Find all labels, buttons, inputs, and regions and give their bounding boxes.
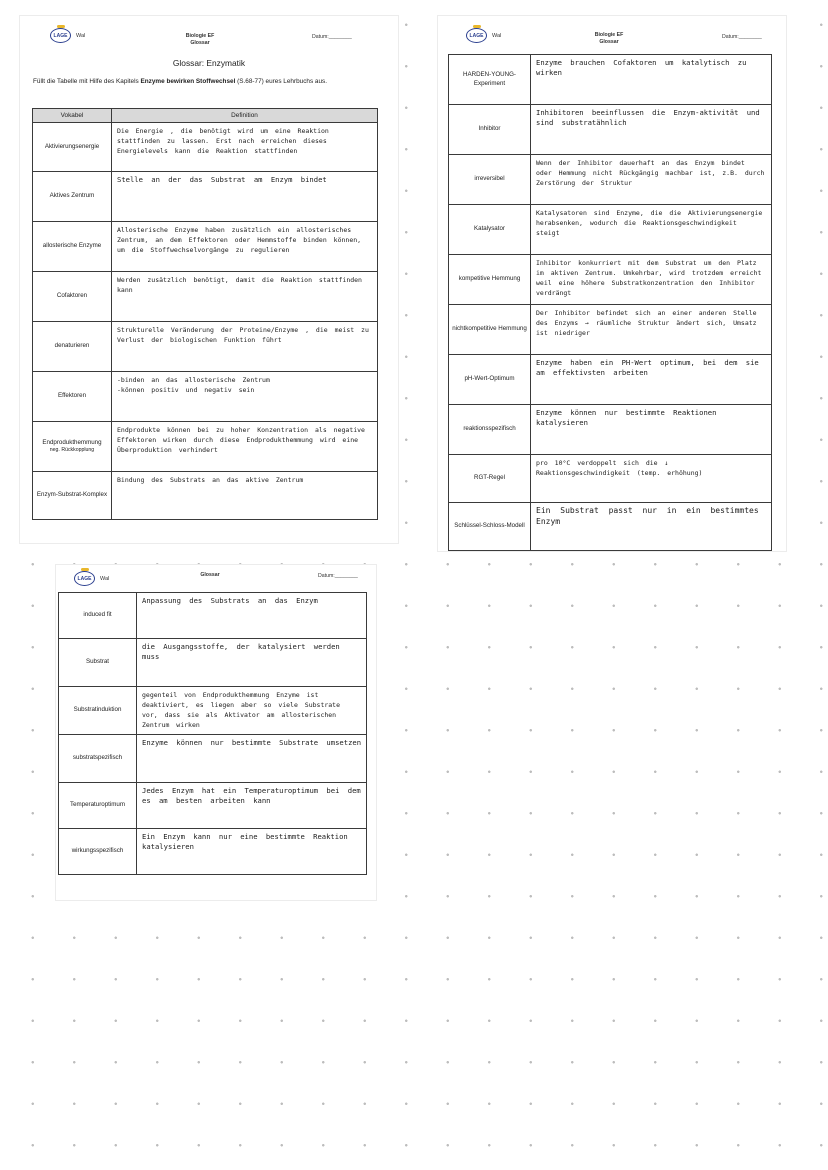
definition-text: die Ausgangsstoffe, der katalysiert werden muss bbox=[142, 642, 349, 662]
table-row bbox=[449, 405, 772, 455]
worksheet-page-1 bbox=[20, 16, 398, 543]
definition-text: Ein Enzym kann nur eine bestimmte Reaktion katalysieren bbox=[142, 832, 357, 852]
definition-text: Katalysatoren sind Enzyme, die die Aktivierungsenergie herabsenken, wodurch die Reaktionsgeschwindigkeit steigt bbox=[536, 209, 770, 238]
term-cell: wirkungsspezifisch bbox=[59, 829, 137, 875]
term-cell: nichtkompetitive Hemmung bbox=[449, 305, 531, 355]
intro-text bbox=[33, 77, 363, 86]
definition-text: Werden zusätzlich benötigt, damit die Reaktion stattfinden kann bbox=[117, 276, 369, 295]
definition-text: Inhibitoren beeinflussen die Enzym-aktivität und sind substratähnlich bbox=[536, 108, 769, 128]
col-header-term: Vokabel bbox=[33, 109, 112, 123]
school-abbr: Wal bbox=[76, 32, 86, 39]
table-row bbox=[33, 272, 378, 322]
definition-text: gegenteil von Endprodukthemmung Enzyme ist deaktiviert, es liegen aber so viele Substrate vor, dass sie als Aktivator am allosterischen Zentrum wirken bbox=[142, 691, 347, 730]
table-row bbox=[449, 105, 772, 155]
term-cell bbox=[33, 422, 112, 472]
glossary-table-1 bbox=[32, 108, 378, 520]
date-label: Datum:________ bbox=[318, 573, 358, 579]
definition-text: Der Inhibitor befindet sich an einer anderen Stelle des Enzyms → räumliche Struktur ändert sich, Umsatz ist niedriger bbox=[536, 309, 764, 338]
logo-badge: LAGE bbox=[466, 28, 487, 43]
col-header-definition: Definition bbox=[112, 109, 378, 123]
definition-text: Allosterische Enzyme haben zusätzlich ein allosterisches Zentrum, an dem Effektoren oder Hemmstoffe binden können, um die Stoffwechselvorgänge zu regulieren bbox=[117, 226, 368, 255]
term-label: Endprodukthemmung bbox=[42, 439, 102, 447]
doc-type-label: Glossar bbox=[599, 38, 619, 45]
term-cell: Substrat bbox=[59, 639, 137, 687]
table-row bbox=[33, 372, 378, 422]
table-row bbox=[33, 123, 378, 172]
school-abbr: Wal bbox=[492, 32, 502, 39]
definition-text: Jedes Enzym hat ein Temperaturoptimum bei dem es am besten arbeiten kann bbox=[142, 786, 370, 806]
table-row bbox=[33, 172, 378, 222]
term-cell: kompetitive Hemmung bbox=[449, 255, 531, 305]
term-cell: pH-Wert-Optimum bbox=[449, 355, 531, 405]
school-logo bbox=[466, 28, 501, 43]
term-cell: HARDEN-YOUNG-Experiment bbox=[449, 55, 531, 105]
definition-text: Inhibitor konkurriert mit dem Substrat um den Platz im aktiven Zentrum. Umkehrbar, wird trotzdem erreicht weil eine höhere Substratkonzentration den Inhibitor verdrängt bbox=[536, 259, 769, 298]
table-row bbox=[449, 503, 772, 551]
definition-text: Enzyme können nur bestimmte Substrate umsetzen bbox=[142, 738, 362, 747]
intro-bold: Enzyme bewirken Stoffwechsel bbox=[140, 78, 236, 85]
term-cell: induced fit bbox=[59, 593, 137, 639]
logo-badge: LAGE bbox=[74, 571, 95, 586]
term-cell: Schlüssel-Schloss-Modell bbox=[449, 503, 531, 551]
term-cell: Cofaktoren bbox=[33, 272, 112, 322]
term-cell: Effektoren bbox=[33, 372, 112, 422]
worksheet-page-3 bbox=[56, 565, 376, 900]
table-row bbox=[59, 687, 367, 735]
term-cell: allosterische Enzyme bbox=[33, 222, 112, 272]
table-row bbox=[449, 305, 772, 355]
table-row bbox=[59, 783, 367, 829]
intro-before: Füllt die Tabelle mit Hilfe des Kapitels bbox=[33, 78, 141, 85]
doc-type-label: Glossar bbox=[190, 39, 210, 46]
table-row bbox=[59, 639, 367, 687]
definition-text: pro 10°C verdoppelt sich die ↓ Reaktionsgeschwindigkeit (temp. erhöhung) bbox=[536, 459, 703, 478]
glossary-table-3 bbox=[58, 592, 370, 875]
header-subject bbox=[580, 32, 638, 45]
date-label: Datum:________ bbox=[312, 34, 352, 40]
intro-after: (S.68-77) eures Lehrbuchs aus. bbox=[235, 78, 327, 85]
date-label: Datum:________ bbox=[722, 34, 762, 40]
definition-text: Enzyme brauchen Cofaktoren um katalytisch zu wirken bbox=[536, 58, 755, 78]
term-cell: Aktivierungsenergie bbox=[33, 123, 112, 172]
table-row bbox=[449, 205, 772, 255]
definition-text: -binden an das allosterische Zentrum -können positiv und negativ sein bbox=[117, 376, 270, 395]
definition-text: Anpassung des Substrats an das Enzym bbox=[142, 596, 318, 605]
term-cell: substratspezifisch bbox=[59, 735, 137, 783]
table-row bbox=[59, 593, 367, 639]
definition-text: Enzyme haben ein PH-Wert optimum, bei dem sie am effektivsten arbeiten bbox=[536, 358, 768, 378]
header-subject bbox=[170, 33, 230, 46]
table-row bbox=[449, 155, 772, 205]
term-cell: Substratinduktion bbox=[59, 687, 137, 735]
definition-text: Stelle an der das Substrat am Enzym bindet bbox=[117, 175, 327, 184]
term-cell: reaktionsspezifisch bbox=[449, 405, 531, 455]
table-row bbox=[449, 455, 772, 503]
glossary-table-2 bbox=[448, 54, 772, 551]
term-cell: RGT-Regel bbox=[449, 455, 531, 503]
page-title: Glossar: Enzymatik bbox=[172, 58, 246, 68]
table-row bbox=[449, 55, 772, 105]
definition-text: Endprodukte können bei zu hoher Konzentration als negative Effektoren wirken durch diese Endprodukthemmung wird eine Überproduktion verhindert bbox=[117, 426, 372, 455]
table-row bbox=[33, 322, 378, 372]
school-logo bbox=[74, 571, 109, 586]
table-row bbox=[59, 829, 367, 875]
definition-text: Bindung des Substrats an das aktive Zentrum bbox=[117, 476, 304, 484]
subject-label: Biologie EF bbox=[185, 33, 215, 39]
term-cell: irreversibel bbox=[449, 155, 531, 205]
term-cell: Katalysator bbox=[449, 205, 531, 255]
table-header-row bbox=[33, 109, 378, 123]
table-row bbox=[449, 355, 772, 405]
school-logo bbox=[50, 28, 85, 43]
table-row bbox=[33, 422, 378, 472]
table-row bbox=[449, 255, 772, 305]
definition-text: Enzyme können nur bestimmte Reaktionen katalysieren bbox=[536, 408, 725, 428]
header-subject bbox=[181, 572, 239, 579]
table-row bbox=[33, 222, 378, 272]
subject-label: Biologie EF bbox=[594, 32, 624, 38]
school-abbr: Wal bbox=[100, 575, 110, 582]
definition-text: Ein Substrat passt nur in ein bestimmtes Enzym bbox=[536, 506, 769, 526]
definition-text: Strukturelle Veränderung der Proteine/Enzyme , die meist zu Verlust der biologischen Funktion führt bbox=[117, 326, 376, 345]
doc-type-label: Glossar bbox=[200, 572, 220, 578]
definition-text: Die Energie , die benötigt wird um eine Reaktion stattfinden zu lassen. Erst nach erreichen dieses Energielevels kann die Reaktion stattfinden bbox=[117, 127, 336, 156]
definition-text: Wenn der Inhibitor dauerhaft an das Enzym bindet oder Hemmung nicht Rückgängig machbar ist, z.B. durch Zerstörung der Struktur bbox=[536, 159, 772, 188]
term-cell: Inhibitor bbox=[449, 105, 531, 155]
term-cell: denaturieren bbox=[33, 322, 112, 372]
term-note: neg. Rückkopplung bbox=[49, 447, 95, 454]
term-cell: Temperaturoptimum bbox=[59, 783, 137, 829]
term-cell: Enzym-Substrat-Komplex bbox=[33, 472, 112, 520]
worksheet-page-2 bbox=[438, 16, 786, 551]
table-row bbox=[33, 472, 378, 520]
table-row bbox=[59, 735, 367, 783]
term-cell: Aktives Zentrum bbox=[33, 172, 112, 222]
logo-badge: LAGE bbox=[50, 28, 71, 43]
